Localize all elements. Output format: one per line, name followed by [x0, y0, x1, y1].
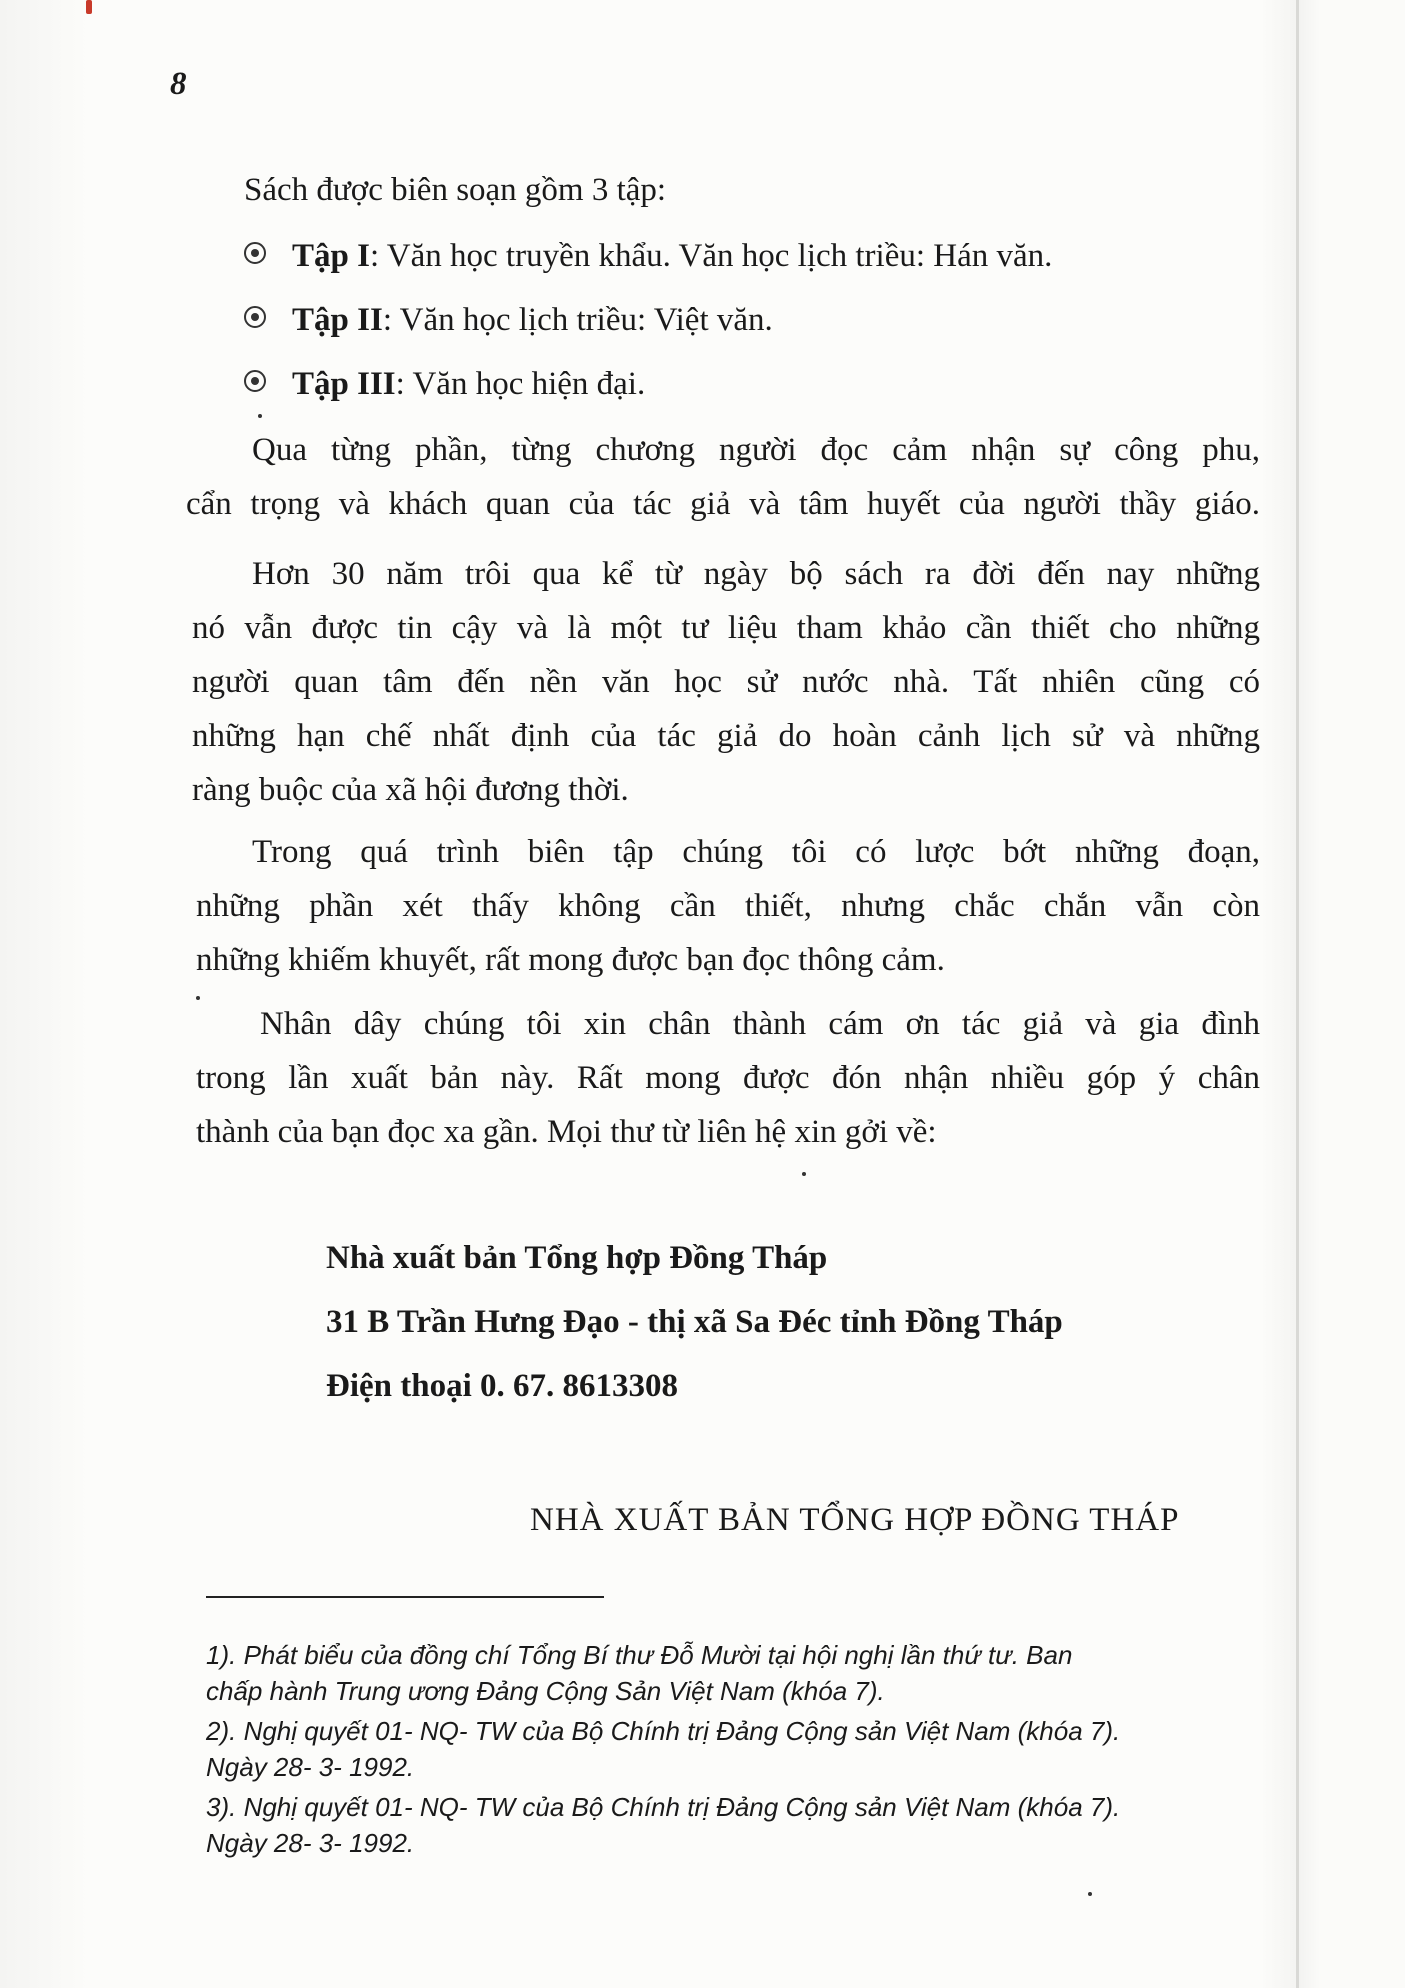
paragraph-4-line-1: Nhân dây chúng tôi xin chân thành cám ơn tác giả và gia đình: [260, 1006, 1260, 1042]
footnote-divider: [206, 1596, 604, 1598]
paragraph-3-line-3: những khiếm khuyết, rất mong được bạn đọc thông cảm.: [196, 942, 945, 978]
footnote-2-line-1: 2). Nghị quyết 01- NQ- TW của Bộ Chính trị Đảng Cộng sản Việt Nam (khóa 7).: [206, 1716, 1121, 1746]
intro-line: Sách được biên soạn gồm 3 tập:: [244, 172, 667, 208]
signature: NHÀ XUẤT BẢN TỔNG HỢP ĐỒNG THÁP: [530, 1502, 1180, 1538]
footnote-3-line-1: 3). Nghị quyết 01- NQ- TW của Bộ Chính trị Đảng Cộng sản Việt Nam (khóa 7).: [206, 1792, 1121, 1822]
paragraph-4-line-3: thành của bạn đọc xa gần. Mọi thư từ liên hệ xin gởi về:: [196, 1114, 937, 1150]
paragraph-2-line-4: những hạn chế nhất định của tác giả do hoàn cảnh lịch sử và những: [192, 718, 1260, 754]
paragraph-3-line-1: Trong quá trình biên tập chúng tôi có lược bớt những đoạn,: [252, 834, 1260, 870]
footnote-1-line-2: chấp hành Trung ương Đảng Cộng Sản Việt Nam (khóa 7).: [206, 1676, 885, 1706]
page-number: 8: [170, 66, 187, 102]
publisher-phone: Điện thoại 0. 67. 8613308: [326, 1368, 679, 1404]
bullet-icon: [244, 306, 266, 328]
scan-speck: [1088, 1892, 1092, 1896]
scan-speck: [258, 414, 262, 418]
scan-speck: [196, 996, 200, 1000]
volume-label: Tập III: [292, 366, 396, 402]
paragraph-2-line-1: Hơn 30 năm trôi qua kể từ ngày bộ sách ra đời đến nay những: [252, 556, 1260, 592]
volume-item-1: [244, 238, 1052, 275]
volume-label: Tập I: [292, 238, 370, 274]
scan-speck: [802, 1172, 806, 1176]
bullet-icon: [244, 242, 266, 264]
volume-item-3: [244, 366, 645, 403]
footnote-3-line-2: Ngày 28- 3- 1992.: [206, 1828, 415, 1858]
paragraph-2-line-5: ràng buộc của xã hội đương thời.: [192, 772, 629, 808]
volume-text: : Văn học lịch triều: Việt văn.: [382, 302, 773, 338]
page-edge-shadow: [1296, 0, 1299, 1988]
volume-item-2: [244, 302, 773, 339]
corner-mark: [86, 0, 92, 14]
paragraph-2-line-3: người quan tâm đến nền văn học sử nước nhà. Tất nhiên cũng có: [192, 664, 1260, 700]
paragraph-1-line-1: Qua từng phần, từng chương người đọc cảm nhận sự công phu,: [252, 432, 1260, 468]
paragraph-4-line-2: trong lần xuất bản này. Rất mong được đón nhận nhiều góp ý chân: [196, 1060, 1260, 1096]
footnote-1-line-1: 1). Phát biểu của đồng chí Tổng Bí thư Đỗ Mười tại hội nghị lần thứ tư. Ban: [206, 1640, 1073, 1670]
publisher-name: Nhà xuất bản Tổng hợp Đồng Tháp: [326, 1240, 828, 1276]
publisher-street: 31 B Trần Hưng Đạo - thị xã Sa Đéc tỉnh Đồng Tháp: [326, 1304, 1063, 1340]
paragraph-2-line-2: nó vẫn được tin cậy và là một tư liệu tham khảo cần thiết cho những: [192, 610, 1260, 646]
bullet-icon: [244, 370, 266, 392]
volume-text: : Văn học truyền khẩu. Văn học lịch triều: Hán văn.: [369, 238, 1053, 274]
volume-text: : Văn học hiện đại.: [395, 366, 646, 402]
footnote-2-line-2: Ngày 28- 3- 1992.: [206, 1752, 415, 1782]
paragraph-3-line-2: những phần xét thấy không cần thiết, nhưng chắc chắn vẫn còn: [196, 888, 1260, 924]
volume-label: Tập II: [292, 302, 383, 338]
paragraph-1-line-2: cẩn trọng và khách quan của tác giả và tâm huyết của người thầy giáo.: [186, 486, 1260, 522]
